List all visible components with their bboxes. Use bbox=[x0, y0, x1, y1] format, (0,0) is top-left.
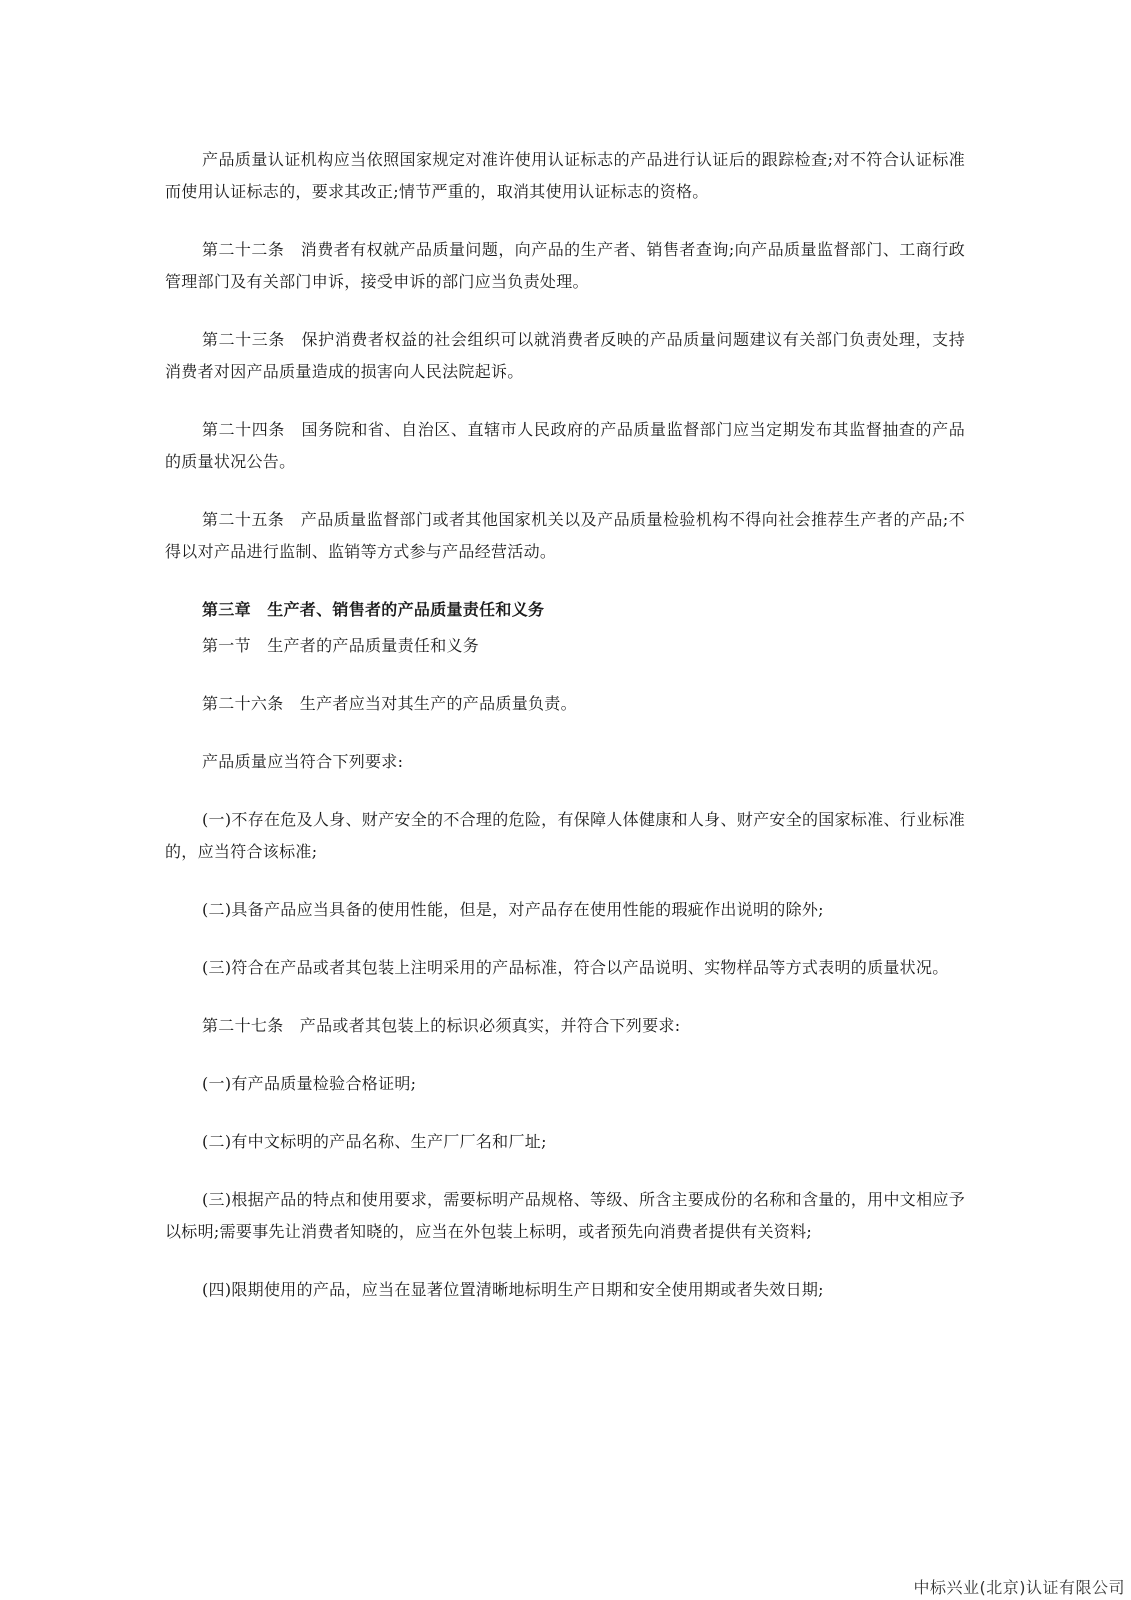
footer-company-name: 中标兴业(北京)认证有限公司 bbox=[913, 1578, 1125, 1597]
label-requirement-2: (二)有中文标明的产品名称、生产厂厂名和厂址; bbox=[202, 1132, 547, 1151]
article-23: 第二十三条 保护消费者权益的社会组织可以就消费者反映的产品质量问题建议有关部门负责处理，支持消费者对因产品质量造成的损害向人民法院起诉。 bbox=[165, 330, 965, 381]
label-requirement-3: (三)根据产品的特点和使用要求，需要标明产品规格、等级、所含主要成份的名称和含量的，用中文相应予以标明;需要事先让消费者知晓的，应当在外包装上标明，或者预先向消费者提供有关资料; bbox=[165, 1190, 965, 1241]
label-requirement-4: (四)限期使用的产品，应当在显著位置清晰地标明生产日期和安全使用期或者失效日期; bbox=[202, 1280, 824, 1299]
requirement-2: (二)具备产品应当具备的使用性能，但是，对产品存在使用性能的瑕疵作出说明的除外; bbox=[202, 900, 824, 919]
quality-requirements-intro: 产品质量应当符合下列要求: bbox=[202, 752, 404, 771]
requirement-1: (一)不存在危及人身、财产安全的不合理的危险，有保障人体健康和人身、财产安全的国家标准、行业标准的，应当符合该标准; bbox=[165, 810, 965, 861]
section-1-heading: 第一节 生产者的产品质量责任和义务 bbox=[202, 636, 480, 655]
requirement-3: (三)符合在产品或者其包装上注明采用的产品标准，符合以产品说明、实物样品等方式表明的质量状况。 bbox=[202, 958, 949, 977]
label-requirement-1: (一)有产品质量检验合格证明; bbox=[202, 1074, 417, 1093]
chapter-3-heading: 第三章 生产者、销售者的产品质量责任和义务 bbox=[202, 600, 545, 619]
article-25: 第二十五条 产品质量监督部门或者其他国家机关以及产品质量检验机构不得向社会推荐生产者的产品;不得以对产品进行监制、监销等方式参与产品经营活动。 bbox=[165, 510, 965, 561]
document-body bbox=[165, 144, 965, 1306]
article-24: 第二十四条 国务院和省、自治区、直辖市人民政府的产品质量监督部门应当定期发布其监督抽查的产品的质量状况公告。 bbox=[165, 420, 965, 471]
article-27: 第二十七条 产品或者其包装上的标识必须真实，并符合下列要求: bbox=[202, 1016, 681, 1035]
paragraph-certification-tracking: 产品质量认证机构应当依照国家规定对准许使用认证标志的产品进行认证后的跟踪检查;对不符合认证标准而使用认证标志的，要求其改正;情节严重的，取消其使用认证标志的资格。 bbox=[165, 150, 965, 201]
article-22: 第二十二条 消费者有权就产品质量问题，向产品的生产者、销售者查询;向产品质量监督部门、工商行政管理部门及有关部门申诉，接受申诉的部门应当负责处理。 bbox=[165, 240, 965, 291]
article-26: 第二十六条 生产者应当对其生产的产品质量负责。 bbox=[202, 694, 577, 713]
